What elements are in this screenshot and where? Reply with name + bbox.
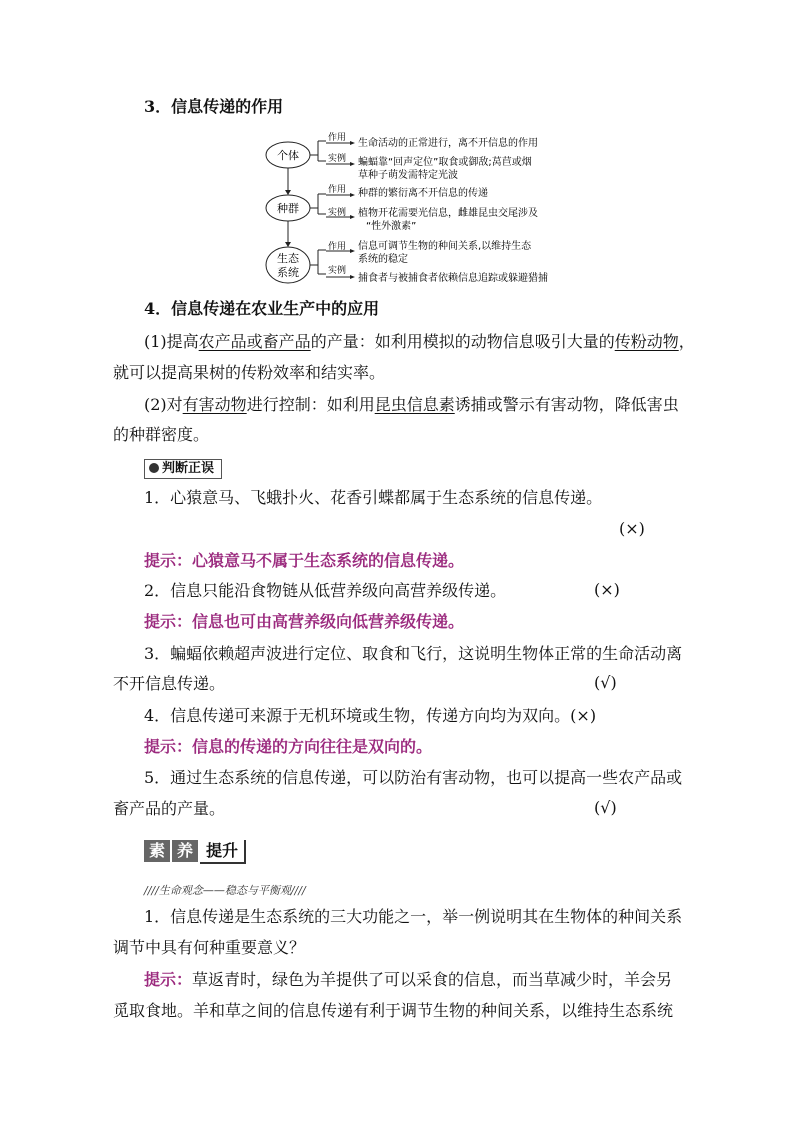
level-1-example-text-2: 草种子萌发需特定光波 (358, 170, 458, 181)
level-3-example-text-1: 捕食者与被捕食者依赖信息追踪或躲避猎捕 (358, 273, 548, 284)
judge-q2-mark: (×) (594, 580, 620, 599)
final-question-line-1: 1．信息传递是生态系统的三大功能之一，举一例说明其在生物体的种间关系 (144, 907, 683, 926)
level-2-example-text-1: 植物开花需要光信息，雌雄昆虫交尾涉及 (358, 208, 538, 219)
level-1-name: 个体 (277, 149, 299, 162)
judge-q3-line-2: 不开信息传递。 (113, 674, 226, 693)
level-3-name-1: 生态 (277, 252, 299, 265)
judge-q5-mark: (√) (594, 798, 617, 817)
level-2-role-label: 作用 (328, 185, 347, 195)
judge-h2: 提示：信息也可由高营养级向低营养级传递。 (144, 612, 465, 631)
level-3-role-label: 作用 (328, 242, 347, 252)
judge-h1: 提示：心猿意马不属于生态系统的信息传递。 (144, 551, 465, 570)
paragraph-2-line-2: 的种群密度。 (113, 425, 210, 444)
judge-section-badge: 判断正误 (144, 459, 222, 479)
level-1-role-text: 生命活动的正常进行，离不开信息的作用 (358, 138, 538, 149)
final-hint-line-2: 觅取食地。羊和草之间的信息传递有利于调节生物的种间关系，以维持生态系统 (113, 1001, 674, 1020)
judge-q3-line-1: 3．蝙蝠依赖超声波进行定位、取食和飞行，这说明生物体正常的生命活动离 (144, 644, 683, 663)
level-1-example-label: 实例 (328, 154, 347, 164)
level-1-example-text-1: 蝙蝠靠“回声定位”取食或御敌;莴苣或烟 (358, 157, 532, 168)
concept-note: ////生命观念——稳态与平衡观//// (144, 884, 306, 897)
paragraph-1-line-2: 就可以提高果树的传粉效率和结实率。 (113, 363, 386, 382)
level-3-name-2: 系统 (277, 266, 299, 279)
level-1-role-label: 作用 (328, 133, 347, 143)
judge-q4: 4．信息传递可来源于无机环境或生物，传递方向均为双向。(×) (144, 706, 597, 725)
level-2-example-label: 实例 (328, 208, 347, 218)
final-question-line-2: 调节中具有何种重要意义？ (113, 938, 306, 957)
info-transfer-diagram (262, 128, 582, 288)
judge-q2: 2．信息只能沿食物链从低营养级向高营养级传递。 (144, 581, 507, 600)
level-2-role-text: 种群的繁衍离不开信息的传递 (358, 188, 488, 199)
level-3-example-label: 实例 (328, 266, 347, 276)
section-3-title: 3．信息传递的作用 (144, 97, 284, 116)
badge-bullet-icon (149, 463, 159, 473)
section-4-title: 4．信息传递在农业生产中的应用 (144, 299, 380, 318)
level-2-name: 种群 (277, 202, 299, 215)
paragraph-1-line-1: (1)提高农产品或畜产品的产量：如利用模拟的动物信息吸引大量的传粉动物， (144, 332, 695, 351)
arrow-down-icon (285, 190, 291, 195)
judge-h4: 提示：信息的传递的方向往往是双向的。 (144, 737, 433, 756)
level-3-role-text-2: 系统的稳定 (358, 254, 408, 265)
level-3-role-text-1: 信息可调节生物的种间关系,以维持生态 (358, 241, 532, 252)
final-hint-line-1: 提示：草返青时，绿色为羊提供了可以采食的信息，而当草减少时，羊会另 (144, 970, 673, 989)
paragraph-2-line-1: (2)对有害动物进行控制：如利用昆虫信息素诱捕或警示有害动物，降低害虫 (144, 395, 679, 414)
judge-q1: 1．心猿意马、飞蛾扑火、花香引蝶都属于生态系统的信息传递。 (144, 488, 603, 507)
judge-q5-line-2: 畜产品的产量。 (113, 799, 226, 818)
level-2-example-text-2: “性外激素” (366, 221, 417, 232)
judge-q1-mark: (×) (619, 519, 645, 538)
arrow-down-icon (285, 242, 291, 247)
judge-q5-line-1: 5．通过生态系统的信息传递，可以防治有害动物，也可以提高一些农产品或 (144, 768, 683, 787)
suyang-section-banner: 素 养 提升 (144, 840, 246, 866)
judge-q3-mark: (√) (594, 673, 617, 692)
